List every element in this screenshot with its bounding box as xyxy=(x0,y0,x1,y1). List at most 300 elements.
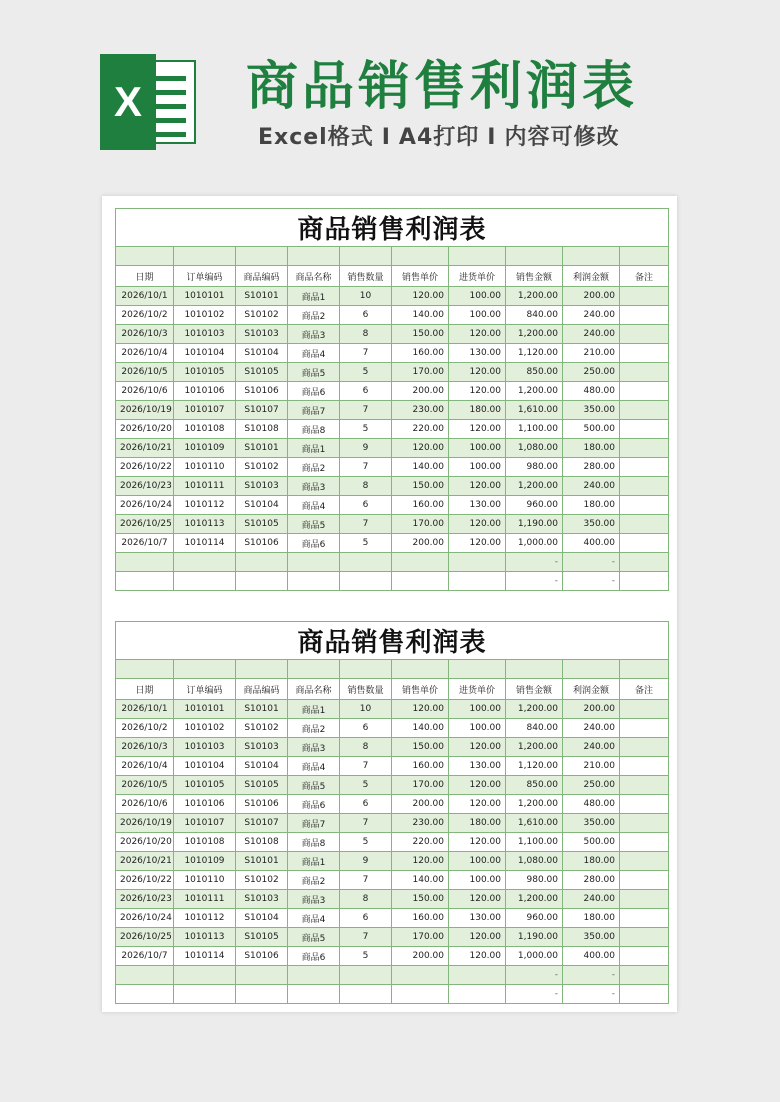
table-cell[interactable]: 1010114 xyxy=(174,947,236,966)
table-cell[interactable]: 130.00 xyxy=(449,757,506,776)
table-cell[interactable] xyxy=(288,985,340,1004)
table-cell[interactable]: 180.00 xyxy=(563,909,620,928)
table-cell[interactable] xyxy=(174,572,236,591)
table-cell[interactable]: 商品6 xyxy=(288,795,340,814)
table-cell[interactable]: 1,610.00 xyxy=(506,401,563,420)
table-cell[interactable]: 1010104 xyxy=(174,344,236,363)
table-cell[interactable]: 140.00 xyxy=(392,719,449,738)
table-cell[interactable]: 130.00 xyxy=(449,496,506,515)
table-cell[interactable]: 1,200.00 xyxy=(506,477,563,496)
table-cell[interactable]: 240.00 xyxy=(563,738,620,757)
table-cell[interactable]: 商品5 xyxy=(288,928,340,947)
table-cell[interactable]: 2026/10/25 xyxy=(116,928,174,947)
table-cell[interactable] xyxy=(620,852,669,871)
table-cell[interactable]: 1,200.00 xyxy=(506,700,563,719)
table-cell[interactable]: 150.00 xyxy=(392,477,449,496)
table-cell[interactable]: 100.00 xyxy=(449,458,506,477)
table-cell[interactable]: 商品2 xyxy=(288,458,340,477)
table-cell[interactable]: 1010108 xyxy=(174,420,236,439)
table-cell[interactable] xyxy=(620,947,669,966)
table-cell[interactable]: 商品5 xyxy=(288,363,340,382)
table-cell[interactable]: 7 xyxy=(340,515,392,534)
table-cell[interactable]: S10108 xyxy=(236,833,288,852)
table-cell[interactable]: 2026/10/1 xyxy=(116,700,174,719)
table-cell[interactable] xyxy=(236,553,288,572)
table-cell[interactable]: 商品6 xyxy=(288,947,340,966)
table-cell[interactable] xyxy=(340,985,392,1004)
table-cell[interactable]: 1,080.00 xyxy=(506,439,563,458)
table-cell[interactable]: 1010113 xyxy=(174,928,236,947)
table-cell[interactable]: 140.00 xyxy=(392,871,449,890)
table-cell[interactable] xyxy=(174,553,236,572)
table-cell[interactable]: 170.00 xyxy=(392,928,449,947)
table-cell[interactable] xyxy=(620,477,669,496)
table-cell[interactable]: 2026/10/21 xyxy=(116,852,174,871)
table-cell[interactable]: 1010105 xyxy=(174,776,236,795)
table-cell[interactable]: 120.00 xyxy=(449,420,506,439)
table-cell[interactable]: 2026/10/2 xyxy=(116,306,174,325)
table-cell[interactable]: 2026/10/19 xyxy=(116,814,174,833)
table-cell[interactable]: 5 xyxy=(340,833,392,852)
table-cell[interactable]: 1,610.00 xyxy=(506,814,563,833)
table-cell[interactable]: 200.00 xyxy=(392,382,449,401)
table-cell[interactable]: 5 xyxy=(340,776,392,795)
table-cell[interactable]: 170.00 xyxy=(392,776,449,795)
table-cell[interactable]: 5 xyxy=(340,420,392,439)
table-cell[interactable]: 商品4 xyxy=(288,344,340,363)
table-cell[interactable]: 5 xyxy=(340,534,392,553)
table-cell[interactable] xyxy=(620,795,669,814)
table-cell[interactable] xyxy=(392,572,449,591)
table-cell[interactable] xyxy=(449,985,506,1004)
table-cell[interactable]: 240.00 xyxy=(563,890,620,909)
table-cell[interactable]: S10106 xyxy=(236,382,288,401)
table-cell[interactable]: S10101 xyxy=(236,700,288,719)
table-cell[interactable]: 240.00 xyxy=(563,719,620,738)
table-cell[interactable]: 商品3 xyxy=(288,738,340,757)
table-cell[interactable]: 500.00 xyxy=(563,833,620,852)
table-cell[interactable]: 2026/10/6 xyxy=(116,795,174,814)
table-cell[interactable]: 350.00 xyxy=(563,515,620,534)
table-cell[interactable]: 2026/10/20 xyxy=(116,420,174,439)
table-cell[interactable]: 商品4 xyxy=(288,909,340,928)
table-cell[interactable]: 120.00 xyxy=(449,833,506,852)
table-cell[interactable] xyxy=(449,966,506,985)
table-cell[interactable]: 120.00 xyxy=(449,515,506,534)
table-cell[interactable]: 商品3 xyxy=(288,325,340,344)
table-cell[interactable] xyxy=(288,572,340,591)
table-cell[interactable]: 840.00 xyxy=(506,306,563,325)
table-cell[interactable]: 9 xyxy=(340,439,392,458)
table-cell[interactable]: 210.00 xyxy=(563,757,620,776)
table-cell[interactable]: 1,000.00 xyxy=(506,947,563,966)
table-cell[interactable]: 商品1 xyxy=(288,287,340,306)
table-cell[interactable]: 160.00 xyxy=(392,344,449,363)
table-cell[interactable] xyxy=(620,363,669,382)
table-cell[interactable] xyxy=(236,966,288,985)
table-cell[interactable]: 1010103 xyxy=(174,325,236,344)
table-cell[interactable] xyxy=(392,553,449,572)
table-cell[interactable]: 1,200.00 xyxy=(506,795,563,814)
table-cell[interactable]: 2026/10/7 xyxy=(116,947,174,966)
table-cell[interactable] xyxy=(174,985,236,1004)
table-cell[interactable]: S10105 xyxy=(236,928,288,947)
table-cell[interactable]: - xyxy=(563,572,620,591)
table-cell[interactable]: 1010106 xyxy=(174,382,236,401)
table-cell[interactable]: 1010112 xyxy=(174,909,236,928)
table-cell[interactable]: 120.00 xyxy=(449,534,506,553)
table-cell[interactable]: 960.00 xyxy=(506,909,563,928)
table-cell[interactable]: S10105 xyxy=(236,776,288,795)
table-cell[interactable]: 100.00 xyxy=(449,719,506,738)
table-cell[interactable]: 商品1 xyxy=(288,700,340,719)
table-cell[interactable]: 120.00 xyxy=(449,947,506,966)
table-cell[interactable]: 1,190.00 xyxy=(506,515,563,534)
table-cell[interactable]: 220.00 xyxy=(392,833,449,852)
table-cell[interactable] xyxy=(620,871,669,890)
table-cell[interactable]: 1010110 xyxy=(174,458,236,477)
table-cell[interactable]: 230.00 xyxy=(392,401,449,420)
table-cell[interactable]: 6 xyxy=(340,795,392,814)
table-cell[interactable]: 120.00 xyxy=(449,477,506,496)
table-cell[interactable]: S10102 xyxy=(236,306,288,325)
table-cell[interactable] xyxy=(340,572,392,591)
table-cell[interactable] xyxy=(620,306,669,325)
table-cell[interactable]: S10105 xyxy=(236,515,288,534)
table-cell[interactable] xyxy=(116,572,174,591)
table-cell[interactable]: 1010104 xyxy=(174,757,236,776)
table-cell[interactable]: 8 xyxy=(340,477,392,496)
table-cell[interactable]: 220.00 xyxy=(392,420,449,439)
table-cell[interactable] xyxy=(620,439,669,458)
table-cell[interactable]: 1010111 xyxy=(174,477,236,496)
table-cell[interactable]: 商品5 xyxy=(288,515,340,534)
table-cell[interactable]: S10106 xyxy=(236,534,288,553)
table-cell[interactable]: 1,190.00 xyxy=(506,928,563,947)
table-cell[interactable] xyxy=(620,700,669,719)
table-cell[interactable] xyxy=(174,966,236,985)
table-cell[interactable]: 100.00 xyxy=(449,871,506,890)
table-cell[interactable]: 1010103 xyxy=(174,738,236,757)
table-cell[interactable] xyxy=(620,909,669,928)
table-cell[interactable]: 1,200.00 xyxy=(506,382,563,401)
table-cell[interactable]: 170.00 xyxy=(392,363,449,382)
table-cell[interactable]: 2026/10/4 xyxy=(116,344,174,363)
table-cell[interactable]: 10 xyxy=(340,287,392,306)
table-cell[interactable]: 2026/10/5 xyxy=(116,363,174,382)
table-cell[interactable]: 商品5 xyxy=(288,776,340,795)
table-cell[interactable]: 120.00 xyxy=(449,890,506,909)
table-cell[interactable]: - xyxy=(506,572,563,591)
table-cell[interactable]: S10103 xyxy=(236,477,288,496)
table-cell[interactable]: 7 xyxy=(340,458,392,477)
table-cell[interactable]: 商品2 xyxy=(288,306,340,325)
table-cell[interactable] xyxy=(620,325,669,344)
table-cell[interactable]: 100.00 xyxy=(449,700,506,719)
table-cell[interactable]: 1010107 xyxy=(174,814,236,833)
table-cell[interactable]: 8 xyxy=(340,890,392,909)
table-cell[interactable]: 2026/10/23 xyxy=(116,890,174,909)
table-cell[interactable]: 1010108 xyxy=(174,833,236,852)
table-cell[interactable]: S10102 xyxy=(236,458,288,477)
table-cell[interactable]: 商品4 xyxy=(288,496,340,515)
table-cell[interactable]: 180.00 xyxy=(563,439,620,458)
table-cell[interactable]: 商品1 xyxy=(288,439,340,458)
table-cell[interactable]: 480.00 xyxy=(563,795,620,814)
table-cell[interactable]: 180.00 xyxy=(449,401,506,420)
table-cell[interactable]: S10104 xyxy=(236,344,288,363)
table-cell[interactable] xyxy=(620,776,669,795)
table-cell[interactable]: 1010114 xyxy=(174,534,236,553)
table-cell[interactable]: 240.00 xyxy=(563,306,620,325)
table-cell[interactable]: 1010101 xyxy=(174,700,236,719)
table-cell[interactable]: 2026/10/4 xyxy=(116,757,174,776)
table-cell[interactable]: 商品3 xyxy=(288,477,340,496)
table-cell[interactable]: 1010101 xyxy=(174,287,236,306)
table-cell[interactable]: 150.00 xyxy=(392,890,449,909)
table-cell[interactable]: 6 xyxy=(340,382,392,401)
table-cell[interactable]: 5 xyxy=(340,363,392,382)
table-cell[interactable]: - xyxy=(563,985,620,1004)
table-cell[interactable]: 350.00 xyxy=(563,814,620,833)
table-cell[interactable]: 1,100.00 xyxy=(506,420,563,439)
table-cell[interactable] xyxy=(340,553,392,572)
table-cell[interactable] xyxy=(392,966,449,985)
table-cell[interactable]: 150.00 xyxy=(392,325,449,344)
table-cell[interactable] xyxy=(620,287,669,306)
table-cell[interactable] xyxy=(288,553,340,572)
table-cell[interactable]: 480.00 xyxy=(563,382,620,401)
table-cell[interactable]: 1010110 xyxy=(174,871,236,890)
table-cell[interactable]: S10103 xyxy=(236,890,288,909)
table-cell[interactable]: S10101 xyxy=(236,852,288,871)
table-cell[interactable]: 120.00 xyxy=(449,795,506,814)
table-cell[interactable]: 1010106 xyxy=(174,795,236,814)
table-cell[interactable]: 7 xyxy=(340,814,392,833)
table-cell[interactable]: 140.00 xyxy=(392,306,449,325)
table-cell[interactable]: 1010102 xyxy=(174,306,236,325)
table-cell[interactable]: 商品4 xyxy=(288,757,340,776)
table-cell[interactable]: 180.00 xyxy=(563,496,620,515)
table-cell[interactable] xyxy=(620,382,669,401)
table-cell[interactable]: 180.00 xyxy=(449,814,506,833)
table-cell[interactable]: 商品7 xyxy=(288,401,340,420)
table-cell[interactable]: 1010102 xyxy=(174,719,236,738)
table-cell[interactable]: 1,080.00 xyxy=(506,852,563,871)
table-cell[interactable]: 2026/10/5 xyxy=(116,776,174,795)
table-cell[interactable]: 2026/10/3 xyxy=(116,325,174,344)
table-cell[interactable]: 1,120.00 xyxy=(506,757,563,776)
table-cell[interactable] xyxy=(620,496,669,515)
table-cell[interactable]: 350.00 xyxy=(563,401,620,420)
table-cell[interactable]: 400.00 xyxy=(563,534,620,553)
table-cell[interactable] xyxy=(620,401,669,420)
table-cell[interactable]: 120.00 xyxy=(449,928,506,947)
table-cell[interactable] xyxy=(620,833,669,852)
table-cell[interactable]: 9 xyxy=(340,852,392,871)
table-cell[interactable]: 商品2 xyxy=(288,719,340,738)
table-cell[interactable]: 2026/10/25 xyxy=(116,515,174,534)
table-cell[interactable]: S10102 xyxy=(236,871,288,890)
table-cell[interactable]: 130.00 xyxy=(449,344,506,363)
table-cell[interactable]: 1,000.00 xyxy=(506,534,563,553)
table-cell[interactable]: S10104 xyxy=(236,909,288,928)
table-cell[interactable]: 7 xyxy=(340,401,392,420)
table-cell[interactable] xyxy=(620,814,669,833)
table-cell[interactable]: 120.00 xyxy=(449,382,506,401)
table-cell[interactable]: 10 xyxy=(340,700,392,719)
table-cell[interactable]: 5 xyxy=(340,947,392,966)
table-cell[interactable]: 1010109 xyxy=(174,439,236,458)
table-cell[interactable]: 840.00 xyxy=(506,719,563,738)
table-cell[interactable]: 250.00 xyxy=(563,363,620,382)
table-cell[interactable]: 2026/10/21 xyxy=(116,439,174,458)
table-cell[interactable]: 商品6 xyxy=(288,382,340,401)
table-cell[interactable]: 200.00 xyxy=(392,534,449,553)
table-cell[interactable]: 2026/10/22 xyxy=(116,871,174,890)
table-cell[interactable]: 1,100.00 xyxy=(506,833,563,852)
table-cell[interactable]: 2026/10/1 xyxy=(116,287,174,306)
table-cell[interactable] xyxy=(620,420,669,439)
table-cell[interactable]: 商品3 xyxy=(288,890,340,909)
table-cell[interactable]: 200.00 xyxy=(392,947,449,966)
table-cell[interactable]: 1010113 xyxy=(174,515,236,534)
table-cell[interactable]: 商品2 xyxy=(288,871,340,890)
table-cell[interactable]: 200.00 xyxy=(392,795,449,814)
table-cell[interactable]: 7 xyxy=(340,871,392,890)
table-cell[interactable] xyxy=(116,553,174,572)
table-cell[interactable]: 2026/10/3 xyxy=(116,738,174,757)
table-cell[interactable] xyxy=(620,757,669,776)
table-cell[interactable]: 350.00 xyxy=(563,928,620,947)
table-cell[interactable]: 2026/10/24 xyxy=(116,496,174,515)
table-cell[interactable]: S10107 xyxy=(236,401,288,420)
table-cell[interactable]: 2026/10/6 xyxy=(116,382,174,401)
table-cell[interactable]: 240.00 xyxy=(563,477,620,496)
table-cell[interactable]: S10101 xyxy=(236,439,288,458)
table-cell[interactable]: S10103 xyxy=(236,738,288,757)
table-cell[interactable] xyxy=(392,985,449,1004)
table-cell[interactable]: 7 xyxy=(340,344,392,363)
table-cell[interactable]: 120.00 xyxy=(449,738,506,757)
table-cell[interactable]: 1,200.00 xyxy=(506,287,563,306)
table-cell[interactable]: 120.00 xyxy=(392,852,449,871)
table-cell[interactable]: 1010107 xyxy=(174,401,236,420)
table-cell[interactable]: 120.00 xyxy=(392,439,449,458)
table-cell[interactable]: S10107 xyxy=(236,814,288,833)
table-cell[interactable]: 200.00 xyxy=(563,287,620,306)
table-cell[interactable] xyxy=(620,515,669,534)
table-cell[interactable]: 150.00 xyxy=(392,738,449,757)
table-cell[interactable]: S10101 xyxy=(236,287,288,306)
table-cell[interactable]: 1010109 xyxy=(174,852,236,871)
table-cell[interactable] xyxy=(116,985,174,1004)
table-cell[interactable]: S10102 xyxy=(236,719,288,738)
table-cell[interactable]: 100.00 xyxy=(449,439,506,458)
table-cell[interactable] xyxy=(620,534,669,553)
table-cell[interactable]: 7 xyxy=(340,757,392,776)
table-cell[interactable]: 1010111 xyxy=(174,890,236,909)
table-cell[interactable] xyxy=(620,458,669,477)
table-cell[interactable]: 1,120.00 xyxy=(506,344,563,363)
table-cell[interactable]: 850.00 xyxy=(506,363,563,382)
table-cell[interactable]: 170.00 xyxy=(392,515,449,534)
table-cell[interactable]: S10104 xyxy=(236,496,288,515)
table-cell[interactable]: 160.00 xyxy=(392,909,449,928)
table-cell[interactable]: 200.00 xyxy=(563,700,620,719)
table-cell[interactable] xyxy=(449,553,506,572)
table-cell[interactable]: 850.00 xyxy=(506,776,563,795)
table-cell[interactable]: 130.00 xyxy=(449,909,506,928)
table-cell[interactable]: 280.00 xyxy=(563,458,620,477)
table-cell[interactable]: - xyxy=(506,966,563,985)
table-cell[interactable]: 400.00 xyxy=(563,947,620,966)
table-cell[interactable]: 7 xyxy=(340,928,392,947)
table-cell[interactable]: 6 xyxy=(340,496,392,515)
table-cell[interactable]: S10103 xyxy=(236,325,288,344)
table-cell[interactable]: 160.00 xyxy=(392,496,449,515)
table-cell[interactable]: 商品1 xyxy=(288,852,340,871)
table-cell[interactable]: 商品6 xyxy=(288,534,340,553)
table-cell[interactable]: 1,200.00 xyxy=(506,738,563,757)
table-cell[interactable]: 230.00 xyxy=(392,814,449,833)
table-cell[interactable]: - xyxy=(563,553,620,572)
table-cell[interactable]: 1,200.00 xyxy=(506,325,563,344)
table-cell[interactable]: 980.00 xyxy=(506,458,563,477)
table-cell[interactable]: 2026/10/7 xyxy=(116,534,174,553)
table-cell[interactable]: 250.00 xyxy=(563,776,620,795)
table-cell[interactable]: 2026/10/2 xyxy=(116,719,174,738)
table-cell[interactable]: 2026/10/23 xyxy=(116,477,174,496)
table-cell[interactable]: 1010105 xyxy=(174,363,236,382)
table-cell[interactable] xyxy=(236,985,288,1004)
table-cell[interactable]: 120.00 xyxy=(449,776,506,795)
table-cell[interactable] xyxy=(620,966,669,985)
table-cell[interactable]: 180.00 xyxy=(563,852,620,871)
table-cell[interactable]: S10104 xyxy=(236,757,288,776)
table-cell[interactable] xyxy=(620,553,669,572)
table-cell[interactable]: 160.00 xyxy=(392,757,449,776)
table-cell[interactable]: 2026/10/22 xyxy=(116,458,174,477)
table-cell[interactable] xyxy=(236,572,288,591)
table-cell[interactable]: 120.00 xyxy=(449,363,506,382)
table-cell[interactable] xyxy=(116,966,174,985)
table-cell[interactable]: 6 xyxy=(340,306,392,325)
table-cell[interactable] xyxy=(340,966,392,985)
table-cell[interactable]: S10106 xyxy=(236,795,288,814)
table-cell[interactable]: 6 xyxy=(340,909,392,928)
table-cell[interactable]: 商品7 xyxy=(288,814,340,833)
table-cell[interactable] xyxy=(620,344,669,363)
table-cell[interactable] xyxy=(620,572,669,591)
table-cell[interactable]: 120.00 xyxy=(392,287,449,306)
table-cell[interactable]: 960.00 xyxy=(506,496,563,515)
table-cell[interactable]: 2026/10/20 xyxy=(116,833,174,852)
table-cell[interactable] xyxy=(620,928,669,947)
table-cell[interactable] xyxy=(620,738,669,757)
table-cell[interactable]: 120.00 xyxy=(449,325,506,344)
table-cell[interactable] xyxy=(288,966,340,985)
table-cell[interactable]: 210.00 xyxy=(563,344,620,363)
table-cell[interactable]: 商品8 xyxy=(288,833,340,852)
table-cell[interactable] xyxy=(449,572,506,591)
table-cell[interactable]: 2026/10/19 xyxy=(116,401,174,420)
table-cell[interactable]: 8 xyxy=(340,325,392,344)
table-cell[interactable]: - xyxy=(563,966,620,985)
table-cell[interactable] xyxy=(620,890,669,909)
table-cell[interactable]: 6 xyxy=(340,719,392,738)
table-cell[interactable]: 100.00 xyxy=(449,287,506,306)
